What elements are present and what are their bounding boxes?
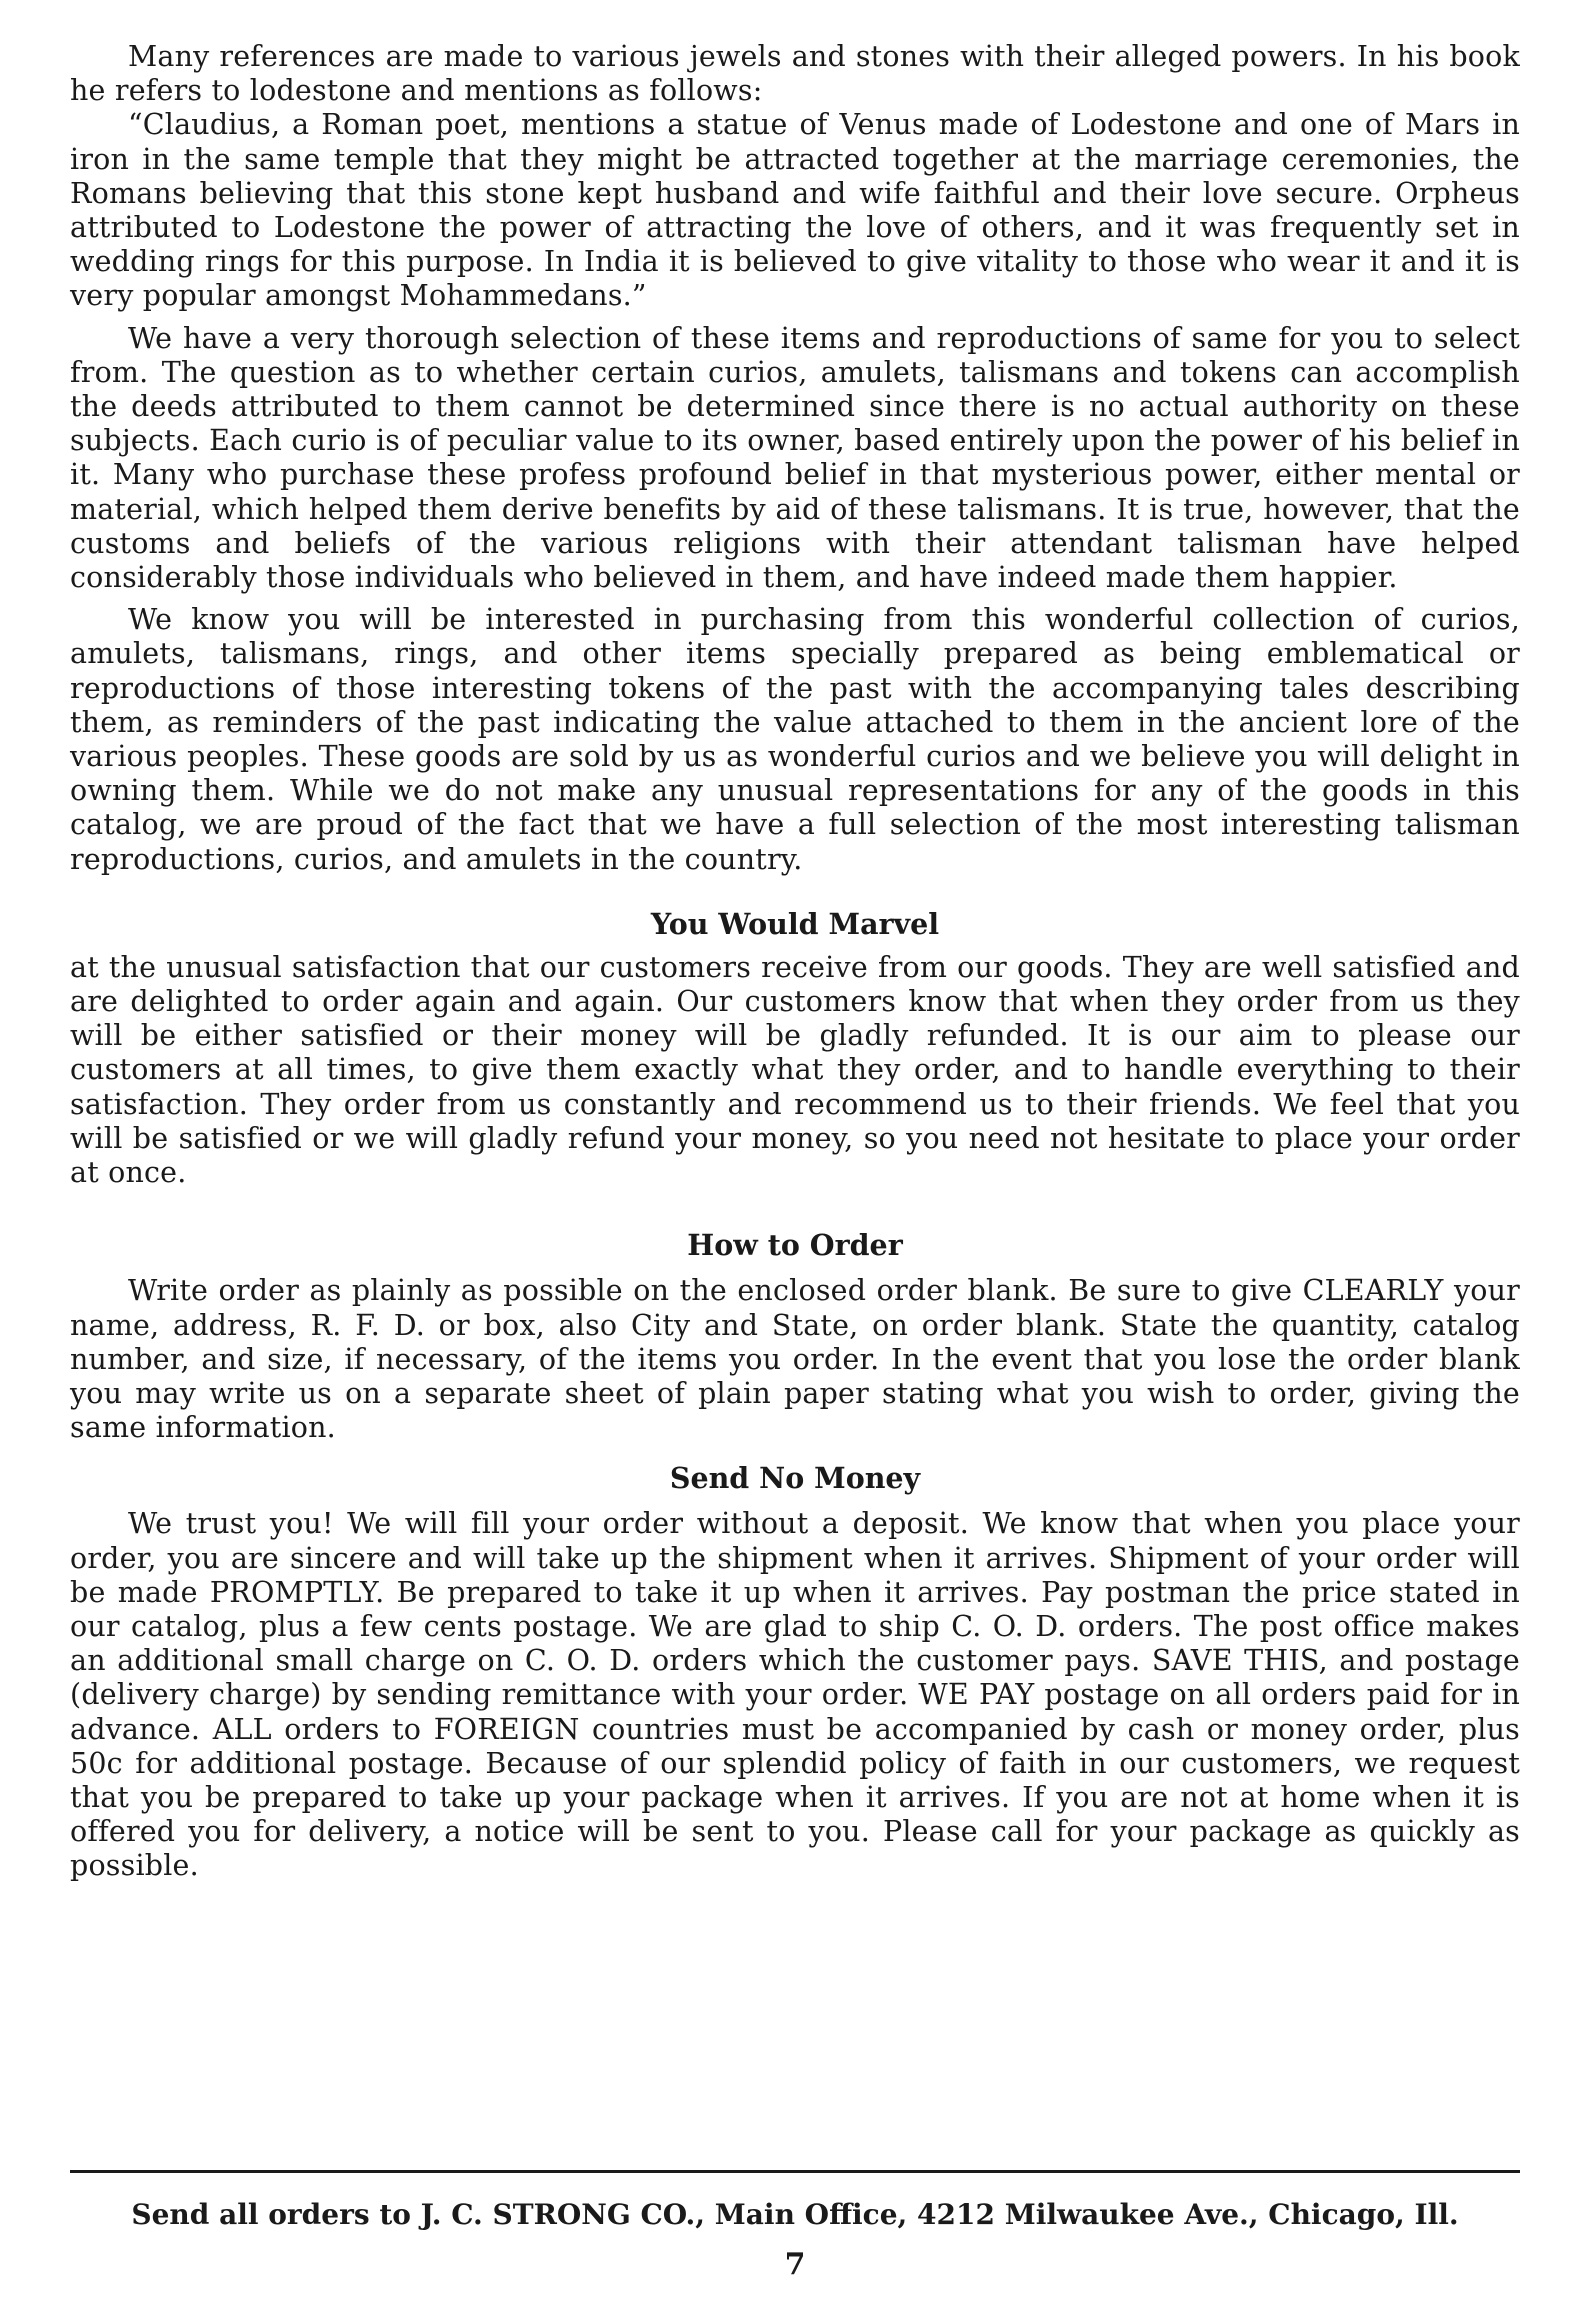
footer-divider [70, 2170, 1520, 2173]
marvel-heading: You Would Marvel [650, 906, 940, 941]
spacer [70, 595, 1520, 603]
order-address-line: Send all orders to J. C. STRONG CO., Main Office, 4212 Milwaukee Ave., Chicago, Ill. [131, 2198, 1459, 2231]
collection-paragraph: We know you will be interested in purchasing from this wonderful collection of curios, amulets, talismans, rings, and other items specially prepared as being emblematical or reproductions of those interesting tokens of the past with the accompanying tales describing them, as reminders of the past indicating the value attached to them in the ancient lore of the various peoples. These goods are sold by us as wonderful curios and we believe you will delight in owning them. While we do not make any unusual representations for any of the goods in this catalog, we are proud of the fact that we have a full selection of the most interesting talisman reproductions, curios, and amulets in the country. [70, 603, 1520, 876]
send-no-money-heading: Send No Money [669, 1461, 921, 1496]
page-content [70, 40, 1520, 1884]
intro-paragraph: Many references are made to various jewels and stones with their alleged powers. In his book he refers to lodestone and mentions as follows: [70, 40, 1520, 108]
spacer [70, 314, 1520, 322]
marvel-paragraph: at the unusual satisfaction that our customers receive from our goods. They are well satisfied and are delighted to order again and again. Our customers know that when they order from us they will be either satisfied or their money will be gladly refunded. It is our aim to please our customers at all times, to give them exactly what they order, and to handle everything to their satisfaction. They order from us constantly and recommend us to their friends. We feel that you will be satisfied or we will gladly refund your money, so you need not hesitate to place your order at once. [70, 950, 1520, 1190]
lodestone-quote: “Claudius, a Roman poet, mentions a statue of Venus made of Lodestone and one of Mars in iron in the same temple that they might be attracted together at the marriage ceremonies, the Romans believing that this stone kept husband and wife faithful and their love secure. Orpheus attributed to Lodestone the power of attracting the love of others, and it was frequently set in wedding rings for this purpose. In India it is believed to give vitality to those who wear it and it is very popular amongst Mohammedans.” [70, 108, 1520, 313]
how-to-order-heading: How to Order [687, 1228, 903, 1263]
catalog-page [70, 40, 1520, 2280]
send-no-money-paragraph: We trust you! We will fill your order without a deposit. We know that when you place your order, you are sincere and will take up the shipment when it arrives. Shipment of your order will be made PROMPTLY. Be prepared to take it up when it arrives. Pay postman the price stated in our catalog, plus a few cents postage. We are glad to ship C. O. D. orders. The post office makes an additional small charge on C. O. D. orders which the customer pays. SAVE THIS, and postage (delivery charge) by sending remittance with your order. WE PAY postage on all orders paid for in advance. ALL orders to FOREIGN countries must be accompanied by cash or money order, plus 50c for additional postage. Because of our splendid policy of faith in our customers, we request that you be prepared to take up your package when it arrives. If you are not at home when it is offered you for delivery, a notice will be sent to you. Please call for your package as quickly as possible. [70, 1507, 1520, 1883]
how-to-order-paragraph: Write order as plainly as possible on the enclosed order blank. Be sure to give CLEARLY your name, address, R. F. D. or box, also City and State, on order blank. State the quantity, catalog number, and size, if necessary, of the items you order. In the event that you lose the order blank you may write us on a separate sheet of plain paper stating what you wish to order, giving the same information. [70, 1274, 1520, 1445]
page-number: 7 [784, 2247, 806, 2282]
selection-paragraph: We have a very thorough selection of these items and reproductions of same for you to select from. The question as to whether certain curios, amulets, talismans and tokens can accomplish the deeds attributed to them cannot be determined since there is no actual authority on these subjects. Each curio is of peculiar value to its owner, based entirely upon the power of his belief in it. Many who purchase these profess profound belief in that mysterious power, either mental or material, which helped them derive benefits by aid of these talismans. It is true, however, that the customs and beliefs of the various religions with their attendant talisman have helped considerably those individuals who believed in them, and have indeed made them happier. [70, 321, 1520, 595]
